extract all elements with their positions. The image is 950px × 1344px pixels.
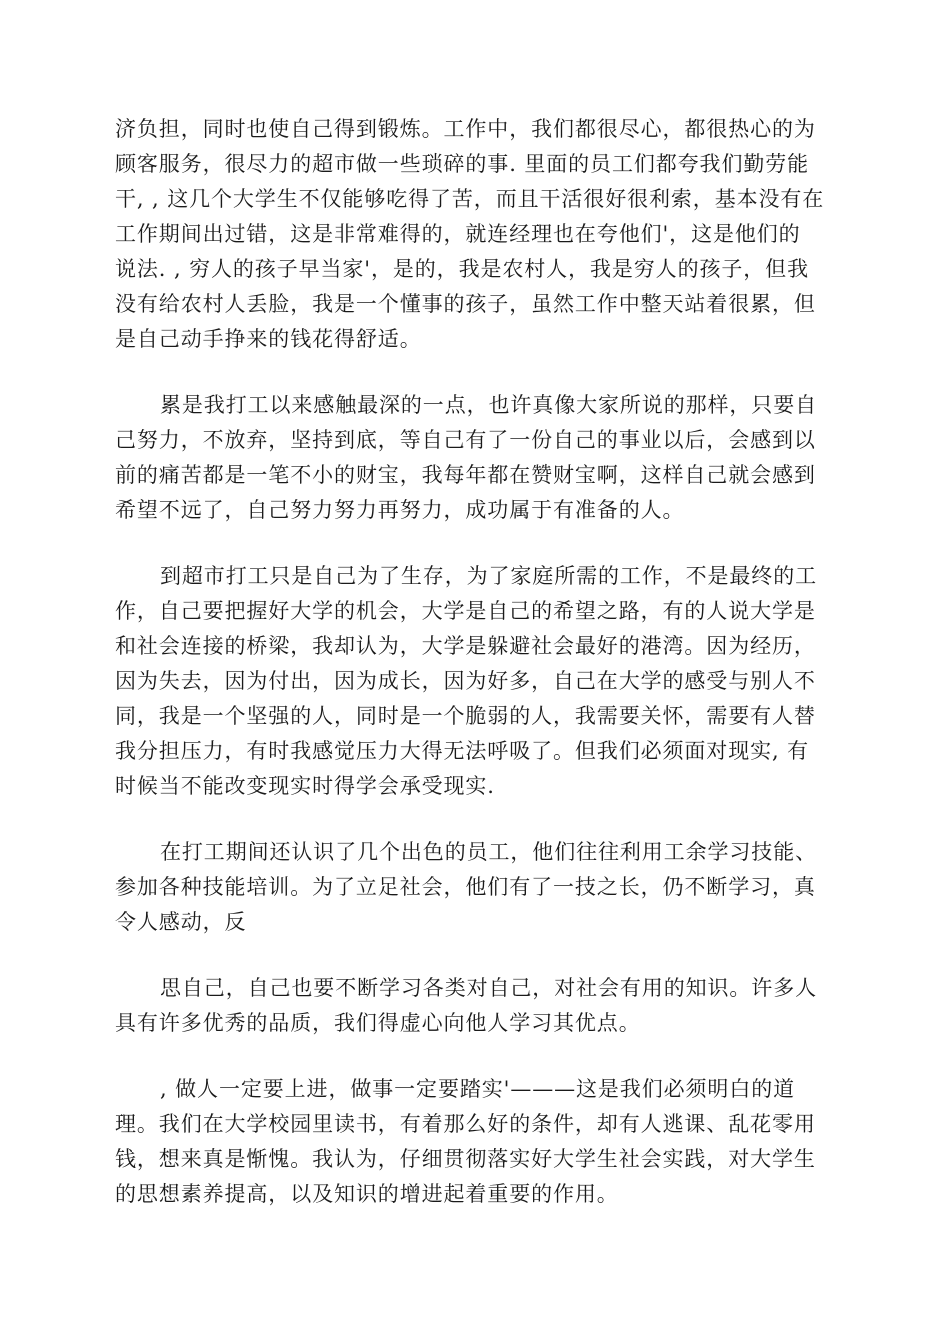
text-line: 累是我打工以来感触最深的一点，也许真像大家所说的那样，只要自: [160, 393, 817, 417]
text-line: 顾客服务，很尽力的超市做一些琐碎的事. 里面的员工们都夸我们勤劳能: [115, 152, 810, 176]
text-line: 没有给农村人丢脸，我是一个懂事的孩子，虽然工作中整天站着很累，但: [115, 292, 816, 316]
text-line: 时候当不能改变现实时得学会承受现实.: [115, 774, 495, 798]
text-line: 工作期间出过错，这是非常难得的，就连经理也在夸他们'，这是他们的: [115, 222, 801, 246]
text-line: 具有许多优秀的品质，我们得虚心向他人学习其优点。: [115, 1011, 641, 1035]
text-line: 说法. , 穷人的孩子早当家'，是的，我是农村人，我是穷人的孩子，但我: [115, 257, 809, 281]
text-line: 参加各种技能培训。为了立足社会，他们有了一技之长，仍不断学习，真: [115, 875, 816, 899]
text-line: 钱，想来真是惭愧。我认为，仔细贯彻落实好大学生社会实践，对大学生: [115, 1147, 816, 1171]
text-line: 到超市打工只是自己为了生存，为了家庭所需的工作，不是最终的工: [160, 564, 817, 588]
text-line: 前的痛苦都是一笔不小的财宝，我每年都在赞财宝啊，这样自己就会感到: [115, 463, 816, 487]
text-line: 理。我们在大学校园里读书，有着那么好的条件，却有人逃课、乱花零用: [115, 1112, 816, 1136]
text-line: 的思想素养提高，以及知识的增进起着重要的作用。: [115, 1182, 619, 1206]
text-line: 作，自己要把握好大学的机会，大学是自己的希望之路，有的人说大学是: [115, 599, 816, 623]
text-line: 思自己，自己也要不断学习各类对自己，对社会有用的知识。许多人: [160, 976, 817, 1000]
text-line: 己努力，不放弃，坚持到底，等自己有了一份自己的事业以后，会感到以: [115, 428, 816, 452]
text-line: 干, , 这几个大学生不仅能够吃得了苦，而且干活很好很利索，基本没有在: [115, 187, 825, 211]
text-line: 同，我是一个坚强的人，同时是一个脆弱的人，我需要关怀，需要有人替: [115, 704, 816, 728]
text-line: 在打工期间还认识了几个出色的员工，他们往往利用工余学习技能、: [160, 840, 817, 864]
text-line: , 做人一定要上进，做事一定要踏实'———这是我们必须明白的道: [160, 1077, 796, 1101]
text-line: 因为失去，因为付出，因为成长，因为好多，自己在大学的感受与别人不: [115, 669, 816, 693]
text-line: 是自己动手挣来的钱花得舒适。: [115, 327, 422, 351]
text-line: 我分担压力，有时我感觉压力大得无法呼吸了。但我们必须面对现实, 有: [115, 739, 810, 763]
text-line: 和社会连接的桥梁，我却认为，大学是躲避社会最好的港湾。因为经历，: [115, 634, 816, 658]
text-line: 令人感动，反: [115, 910, 247, 934]
text-line: 希望不远了，自己努力努力再努力，成功属于有准备的人。: [115, 498, 685, 522]
text-line: 济负担，同时也使自己得到锻炼。工作中，我们都很尽心，都很热心的为: [115, 117, 816, 141]
